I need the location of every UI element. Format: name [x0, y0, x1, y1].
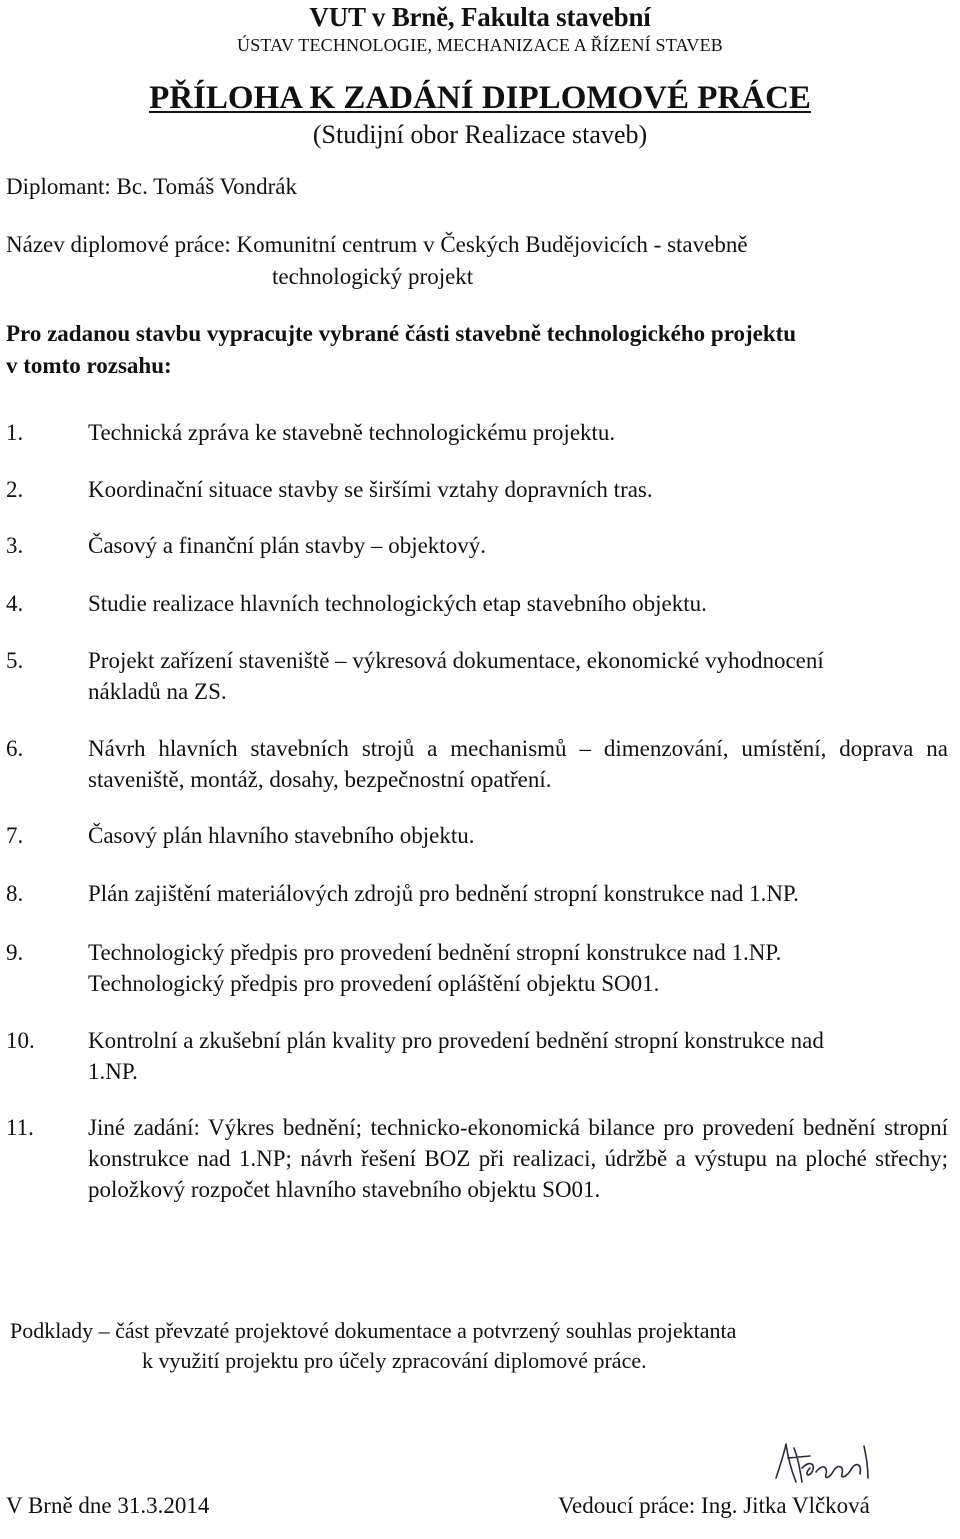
student-name: Diplomant: Bc. Tomáš Vondrák: [6, 174, 297, 199]
item-text: Návrh hlavních stavebních strojů a mechanismů – dimenzování, umístění, doprava na staveniště, montáž, dosahy, bezpečnostní opatření.: [88, 736, 948, 792]
item-text: Jiné zadání: Výkres bednění; technicko-ekonomická bilance pro provedení bednění stropní konstrukce nad 1.NP; návrh řešení BOZ při realizaci, údržbě a výstupu na ploché střechy; položkový rozpočet hlavního stavebního objektu SO01.: [88, 1115, 948, 1202]
list-item: [6, 645, 892, 707]
item-number: 4.: [6, 591, 24, 616]
supervisor-signature: [758, 1438, 898, 1498]
list-item: [6, 474, 948, 505]
item-number: 1.: [6, 420, 24, 445]
item-text: Časový plán hlavního stavebního objektu.: [88, 823, 475, 848]
item-text: Koordinační situace stavby se širšími vztahy dopravních tras.: [88, 477, 653, 502]
item-number: 8.: [6, 881, 24, 906]
instructions-line-1: Pro zadanou stavbu vypracujte vybrané části stavebně technologického projektu: [6, 321, 797, 346]
item-number: 3.: [6, 533, 24, 558]
list-item: [6, 1112, 948, 1205]
basis-line-2: k využití projektu pro účely zpracování diplomové práce.: [142, 1348, 647, 1373]
list-item: [6, 733, 948, 795]
study-field: (Studijní obor Realizace staveb): [312, 120, 648, 149]
instructions-line-2: v tomto rozsahu:: [6, 353, 172, 378]
item-number: 5.: [6, 648, 24, 673]
thesis-title-line-1: Název diplomové práce: Komunitní centrum v Českých Budějovicích - stavebně: [6, 232, 748, 257]
date-place: V Brně dne 31.3.2014: [6, 1493, 210, 1518]
list-item: [6, 937, 948, 999]
item-text: Studie realizace hlavních technologických etap stavebního objektu.: [88, 591, 707, 616]
item-text: Projekt zařízení staveniště – výkresová dokumentace, ekonomické vyhodnocení nákladů na ZS.: [88, 648, 824, 704]
item-number: 11.: [6, 1115, 34, 1140]
list-item: [6, 1025, 870, 1087]
institute-name: ÚSTAV TECHNOLOGIE, MECHANIZACE A ŘÍZENÍ STAVEB: [237, 35, 723, 55]
thesis-title-line-2: technologický projekt: [272, 264, 474, 289]
item-number: 10.: [6, 1028, 35, 1053]
item-text: Plán zajištění materiálových zdrojů pro bednění stropní konstrukce nad 1.NP.: [88, 881, 799, 906]
list-item: [6, 417, 948, 448]
basis-line-1: Podklady – část převzaté projektové dokumentace a potvrzený souhlas projektanta: [10, 1318, 737, 1343]
item-number: 9.: [6, 940, 24, 965]
item-text: Kontrolní a zkušební plán kvality pro provedení bednění stropní konstrukce nad 1.NP.: [88, 1028, 824, 1084]
item-text: Technická zpráva ke stavebně technologickému projektu.: [88, 420, 616, 445]
item-number: 7.: [6, 823, 24, 848]
item-text-second-line: Technologický předpis pro provedení opláštění objektu SO01.: [88, 971, 660, 996]
list-item: [6, 588, 948, 619]
item-text: Časový a finanční plán stavby – objektový.: [88, 533, 486, 558]
list-item: [6, 820, 948, 851]
item-number: 2.: [6, 477, 24, 502]
item-number: 6.: [6, 736, 24, 761]
school-name: VUT v Brně, Fakulta stavební: [309, 2, 651, 32]
supervisor-name: Vedoucí práce: Ing. Jitka Vlčková: [558, 1493, 870, 1518]
list-item: [6, 530, 948, 561]
item-text: Technologický předpis pro provedení bednění stropní konstrukce nad 1.NP.: [88, 940, 782, 965]
list-item: [6, 878, 948, 909]
document-title: PŘÍLOHA K ZADÁNÍ DIPLOMOVÉ PRÁCE: [149, 80, 811, 116]
